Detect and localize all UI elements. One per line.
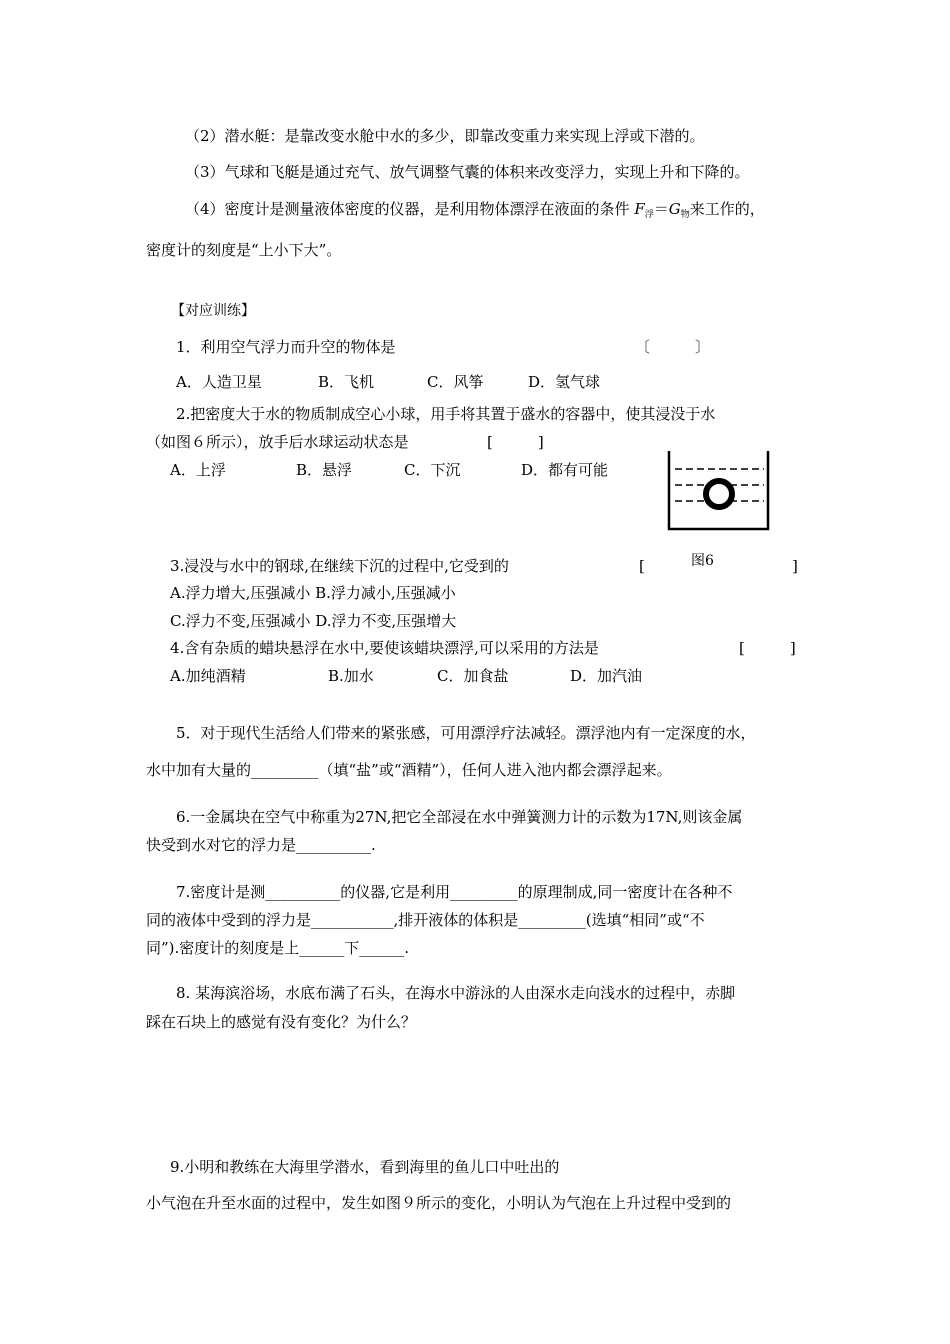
intro-line-4-text-b: 来工作的， — [689, 200, 765, 218]
q8-line-1: 8. 某海滨浴场，水底布满了石头，在海水中游泳的人由深水走向浅水的过程中，赤脚 — [176, 984, 736, 1002]
q1-stem: 1．利用空气浮力而升空的物体是 — [176, 338, 396, 356]
q6-line-1: 6.一金属块在空气中称重为27N,把它全部浸在水中弹簧测力计的示数为17N,则该金属 — [176, 808, 743, 826]
formula-f-sub: 浮 — [644, 210, 654, 220]
q3-bracket-left: [ — [639, 557, 645, 575]
q2-option-c: C．下沉 — [404, 461, 461, 479]
formula-g-sub: 物 — [680, 210, 690, 220]
q5-line-1: 5．对于现代生活给人们带来的紧张感，可用漂浮疗法减轻。漂浮池内有一定深度的水， — [176, 724, 756, 742]
intro-line-5: 密度计的刻度是“上小下大”。 — [146, 241, 342, 259]
formula-g: G — [668, 200, 681, 218]
figure-6-container-diagram — [667, 451, 770, 531]
q5-line-2: 水中加有大量的_________（填“盐”或“酒精”），任何人进入池内都会漂浮起来。 — [146, 761, 672, 779]
formula-equals: ＝ — [653, 200, 669, 218]
q9-line-2: 小气泡在升至水面的过程中，发生如图９所示的变化，小明认为气泡在上升过程中受到的 — [146, 1194, 732, 1212]
q7-line-1: 7.密度计是测__________的仪器,它是利用_________的原理制成,同一密度计在各种不 — [176, 883, 733, 901]
q3-options-ab: A.浮力增大,压强减小 B.浮力减小,压强减小 — [170, 584, 456, 602]
q4-answer-bracket: [ ] — [739, 639, 796, 657]
q3-options-cd: C.浮力不变,压强减小 D.浮力不变,压强增大 — [170, 612, 457, 630]
q2-answer-bracket: [ ] — [487, 433, 544, 451]
section-title: 【对应训练】 — [171, 303, 255, 319]
q1-option-b: B．飞机 — [318, 373, 375, 391]
intro-line-2: （2）潜水艇：是靠改变水舱中水的多少，即靠改变重力来实现上浮或下潜的。 — [185, 127, 705, 145]
figure-6-caption: 图6 — [691, 553, 714, 569]
q2-option-d: D．都有可能 — [521, 461, 609, 479]
q2-option-a: A．上浮 — [170, 461, 226, 479]
formula-f: F — [634, 200, 645, 218]
q1-option-d: D．氢气球 — [528, 373, 601, 391]
intro-line-4 — [185, 199, 765, 225]
q4-option-c: C．加食盐 — [437, 667, 509, 685]
q7-line-2: 同的液体中受到的浮力是___________,排开液体的体积是_________(选填“相同”或“不 — [146, 911, 705, 929]
q1-option-a: A．人造卫星 — [176, 373, 262, 391]
q4-stem: 4.含有杂质的蜡块悬浮在水中,要使该蜡块漂浮,可以采用的方法是 — [170, 639, 599, 657]
q4-option-d: D．加汽油 — [570, 667, 643, 685]
q2-option-b: B．悬浮 — [296, 461, 353, 479]
q7-line-3: 同”).密度计的刻度是上______下______. — [146, 939, 410, 957]
q2-stem-line-2: （如图６所示），放手后水球运动状态是 — [146, 433, 409, 451]
q4-option-b: B.加水 — [328, 667, 374, 685]
hollow-ball — [706, 481, 732, 507]
q8-line-2: 踩在石块上的感觉有没有变化？为什么？ — [146, 1013, 417, 1031]
q1-answer-bracket: 〔 〕 — [635, 338, 711, 356]
q1-option-c: C．风筝 — [427, 373, 484, 391]
q3-bracket-right: ] — [792, 557, 798, 575]
q4-option-a: A.加纯酒精 — [170, 667, 246, 685]
intro-line-4-text-a: （4）密度计是测量液体密度的仪器，是利用物体漂浮在液面的条件 — [185, 200, 635, 218]
q2-stem-line-1: 2.把密度大于水的物质制成空心小球，用手将其置于盛水的容器中，使其浸没于水 — [176, 405, 716, 423]
q9-line-1: 9.小明和教练在大海里学潜水，看到海里的鱼儿口中吐出的 — [170, 1158, 560, 1176]
q6-line-2: 快受到水对它的浮力是__________. — [146, 836, 376, 854]
q3-stem: 3.浸没与水中的钢球,在继续下沉的过程中,它受到的 — [170, 557, 509, 575]
intro-line-3: （3）气球和飞艇是通过充气、放气调整气囊的体积来改变浮力，实现上升和下降的。 — [185, 163, 750, 181]
